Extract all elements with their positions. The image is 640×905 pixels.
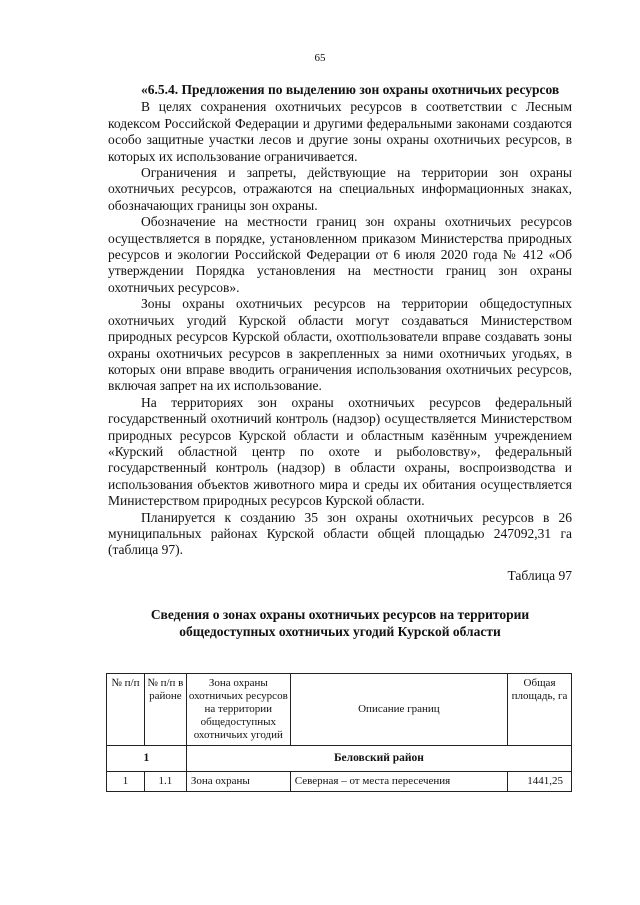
table-title: Сведения о зонах охраны охотничьих ресурсов на территории общедоступных охотничьих угодий Курской области bbox=[150, 607, 530, 640]
group-name: Беловский район bbox=[186, 746, 571, 772]
main-text bbox=[108, 82, 572, 652]
table-row bbox=[107, 772, 572, 792]
row-description: Северная – от места пересечения bbox=[290, 772, 507, 792]
zones-table bbox=[106, 673, 572, 792]
header-number: № п/п bbox=[107, 674, 145, 746]
table-group-row bbox=[107, 746, 572, 772]
paragraph-6: Планируется к созданию 35 зон охраны охотничьих ресурсов в 26 муниципальных районах Курской области общей площадью 247092,31 га (таблица 97). bbox=[108, 509, 572, 558]
paragraph-4: Зоны охраны охотничьих ресурсов на территории общедоступных охотничьих угодий Курской области могут создаваться Министерством природных ресурсов Курской области, охотпользователи вправе создавать зоны охраны охотничьих ресурсов в закрепленных за ними охотничьих угодьях, в которых они вправе вводить ограничения использования охотничьих ресурсов, включая запрет на их использование. bbox=[108, 296, 572, 394]
table-reference: Таблица 97 bbox=[507, 567, 572, 583]
page-number: 65 bbox=[314, 52, 326, 64]
row-district-number: 1.1 bbox=[144, 772, 186, 792]
header-district-number: № п/п в районе bbox=[144, 674, 186, 746]
header-description: Описание границ bbox=[290, 674, 507, 746]
paragraph-1: В целях сохранения охотничьих ресурсов в соответствии с Лесным кодексом Российской Федерации и другими федеральными законами создаются особо защитные участки лесов и другие зоны охраны охотничьих ресурсов, в которых их использование ограничивается. bbox=[108, 99, 572, 164]
header-area: Общая площадь, га bbox=[508, 674, 572, 746]
row-zone: Зона охраны bbox=[186, 772, 290, 792]
table-header-row bbox=[107, 674, 572, 746]
header-zone: Зона охраны охотничьих ресурсов на территории общедоступных охотничьих угодий bbox=[186, 674, 290, 746]
group-number: 1 bbox=[107, 746, 187, 772]
paragraph-5: На территориях зон охраны охотничьих ресурсов федеральный государственный охотничий контроль (надзор) осуществляется Министерством природных ресурсов Курской области и областным казённым учреждением «Курский областной центр по охоте и рыболовству», федеральный государственный контроль (надзор) в области охраны, воспроизводства и использования объектов животного мира и среды их обитания осуществляется Министерством природных ресурсов Курской области. bbox=[108, 394, 572, 509]
row-number: 1 bbox=[107, 772, 145, 792]
paragraph-2: Ограничения и запреты, действующие на территории зон охраны охотничьих ресурсов, отражаются на специальных информационных знаках, обозначающих границы зон охраны. bbox=[108, 165, 572, 213]
row-area: 1441,25 bbox=[508, 772, 572, 792]
section-heading: «6.5.4. Предложения по выделению зон охраны охотничьих ресурсов bbox=[141, 82, 560, 97]
paragraph-3: Обозначение на местности границ зон охраны охотничьих ресурсов осуществляется в порядке, установленном приказом Министерства природных ресурсов и экологии Российской Федерации от 6 июля 2020 года № 412 «Об утверждении Порядка установления на местности границ зон охраны охотничьих ресурсов». bbox=[108, 214, 572, 295]
